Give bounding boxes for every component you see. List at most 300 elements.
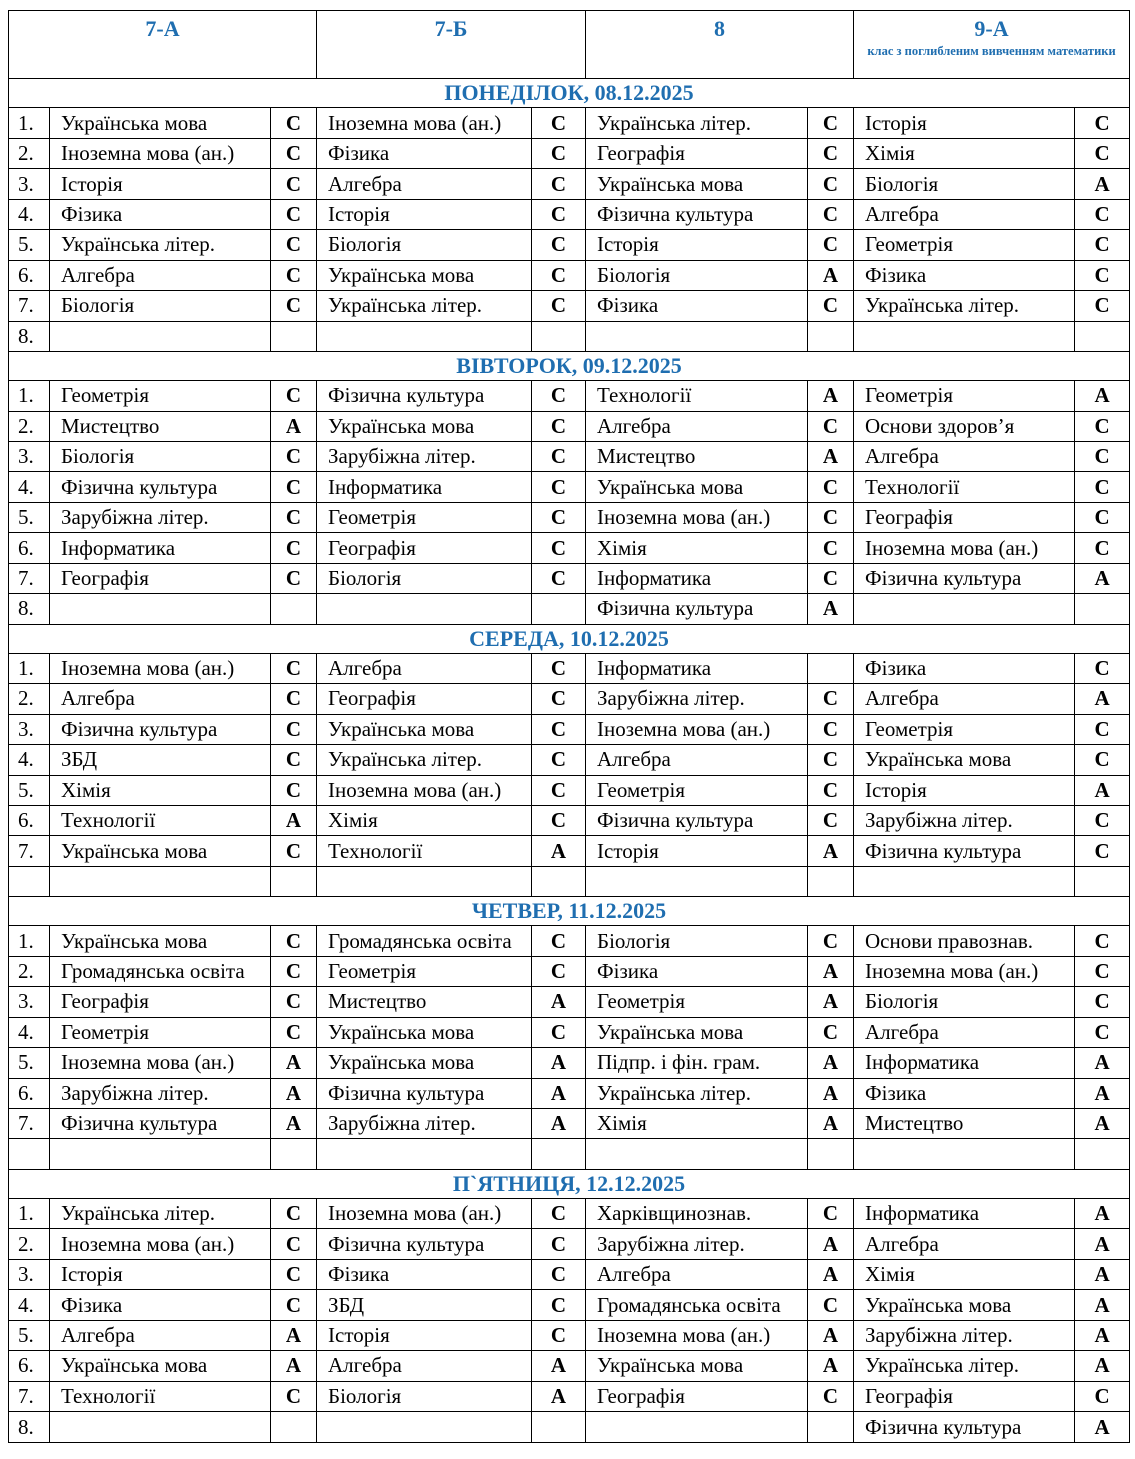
lesson-type-cell: С bbox=[271, 926, 317, 956]
lesson-number: 3. bbox=[9, 1259, 50, 1289]
subject-cell: Громадянська освіта bbox=[317, 926, 532, 956]
lesson-type-cell: А bbox=[1075, 1351, 1130, 1381]
lesson-type-cell bbox=[808, 653, 854, 683]
lesson-type-cell: А bbox=[1075, 1048, 1130, 1078]
lesson-number: 2. bbox=[9, 684, 50, 714]
subject-cell: Фізична культура bbox=[854, 836, 1075, 866]
subject-cell: Інформатика bbox=[854, 1048, 1075, 1078]
subject-cell: Інформатика bbox=[317, 472, 532, 502]
lesson-type-cell: А bbox=[808, 1048, 854, 1078]
lesson-type-cell: С bbox=[271, 745, 317, 775]
subject-cell: Геометрія bbox=[586, 775, 808, 805]
class-name: 7-Б bbox=[434, 16, 468, 41]
subject-cell bbox=[50, 1139, 271, 1169]
subject-cell: Геометрія bbox=[50, 381, 271, 411]
subject-cell: Українська літер. bbox=[50, 230, 271, 260]
lesson-type-cell: С bbox=[1075, 1381, 1130, 1411]
lesson-type-cell bbox=[808, 321, 854, 351]
day-header-row bbox=[9, 351, 1130, 380]
lesson-type-cell: С bbox=[1075, 836, 1130, 866]
lesson-number: 2. bbox=[9, 956, 50, 986]
lesson-row bbox=[9, 926, 1130, 956]
subject-cell: Біологія bbox=[317, 230, 532, 260]
lesson-type-cell: А bbox=[1075, 563, 1130, 593]
lesson-number: 4. bbox=[9, 1017, 50, 1047]
subject-cell: Українська мова bbox=[854, 745, 1075, 775]
class-subtitle: клас з поглибленим вивченням математики bbox=[867, 44, 1116, 58]
subject-cell: Українська мова bbox=[50, 108, 271, 138]
lesson-type-cell: С bbox=[1075, 805, 1130, 835]
subject-cell: Іноземна мова (ан.) bbox=[317, 775, 532, 805]
lesson-type-cell: С bbox=[271, 169, 317, 199]
lesson-type-cell: С bbox=[271, 987, 317, 1017]
lesson-type-cell: С bbox=[532, 199, 586, 229]
subject-cell: Історія bbox=[586, 836, 808, 866]
lesson-row bbox=[9, 684, 1130, 714]
subject-cell: Зарубіжна літер. bbox=[586, 1229, 808, 1259]
subject-cell: Українська літер. bbox=[317, 291, 532, 321]
subject-cell: Іноземна мова (ан.) bbox=[50, 653, 271, 683]
subject-cell bbox=[317, 866, 532, 896]
subject-cell: Іноземна мова (ан.) bbox=[50, 138, 271, 168]
lesson-type-cell: А bbox=[532, 1078, 586, 1108]
lesson-type-cell bbox=[808, 1412, 854, 1443]
lesson-type-cell: С bbox=[1075, 441, 1130, 471]
lesson-type-cell: А bbox=[1075, 1199, 1130, 1229]
subject-cell: Фізика bbox=[854, 1078, 1075, 1108]
class-name: 8 bbox=[714, 16, 726, 41]
subject-cell: Українська мова bbox=[317, 714, 532, 744]
subject-cell: Фізична культура bbox=[50, 472, 271, 502]
lesson-type-cell: А bbox=[808, 987, 854, 1017]
subject-cell: Іноземна мова (ан.) bbox=[50, 1048, 271, 1078]
subject-cell: Біологія bbox=[317, 563, 532, 593]
class-header bbox=[586, 11, 854, 79]
lesson-type-cell: С bbox=[271, 1199, 317, 1229]
subject-cell: Зарубіжна літер. bbox=[50, 502, 271, 532]
lesson-type-cell: А bbox=[808, 381, 854, 411]
subject-cell: Географія bbox=[586, 138, 808, 168]
subject-cell bbox=[50, 866, 271, 896]
lesson-type-cell: С bbox=[271, 775, 317, 805]
lesson-type-cell: С bbox=[808, 138, 854, 168]
lesson-row bbox=[9, 714, 1130, 744]
lesson-number: 3. bbox=[9, 714, 50, 744]
lesson-type-cell: А bbox=[1075, 1259, 1130, 1289]
subject-cell: Історія bbox=[317, 1320, 532, 1350]
subject-cell: Іноземна мова (ан.) bbox=[586, 502, 808, 532]
lesson-type-cell: А bbox=[271, 1351, 317, 1381]
lesson-row bbox=[9, 199, 1130, 229]
lesson-number: 5. bbox=[9, 1320, 50, 1350]
lesson-type-cell: С bbox=[271, 441, 317, 471]
lesson-type-cell: С bbox=[271, 108, 317, 138]
subject-cell: Фізика bbox=[586, 956, 808, 986]
subject-cell: Українська літер. bbox=[317, 745, 532, 775]
lesson-row bbox=[9, 411, 1130, 441]
subject-cell: Фізична культура bbox=[50, 714, 271, 744]
lesson-type-cell: С bbox=[271, 381, 317, 411]
lesson-type-cell: С bbox=[1075, 714, 1130, 744]
lesson-type-cell: С bbox=[532, 169, 586, 199]
lesson-type-cell: С bbox=[808, 169, 854, 199]
lesson-type-cell: С bbox=[808, 472, 854, 502]
subject-cell bbox=[854, 866, 1075, 896]
lesson-type-cell bbox=[1075, 321, 1130, 351]
subject-cell bbox=[586, 1412, 808, 1443]
subject-cell: Зарубіжна літер. bbox=[50, 1078, 271, 1108]
subject-cell: Хімія bbox=[50, 775, 271, 805]
subject-cell: Географія bbox=[854, 1381, 1075, 1411]
lesson-number: 3. bbox=[9, 987, 50, 1017]
lesson-type-cell: С bbox=[1075, 411, 1130, 441]
lesson-row bbox=[9, 563, 1130, 593]
lesson-type-cell bbox=[808, 866, 854, 896]
lesson-type-cell: С bbox=[808, 411, 854, 441]
lesson-number: 8. bbox=[9, 1412, 50, 1443]
lesson-type-cell: С bbox=[271, 714, 317, 744]
lesson-type-cell: С bbox=[808, 926, 854, 956]
class-name: 7-А bbox=[145, 16, 180, 41]
lesson-type-cell: С bbox=[271, 502, 317, 532]
subject-cell: Фізична культура bbox=[854, 1412, 1075, 1443]
lesson-number: 3. bbox=[9, 441, 50, 471]
subject-cell: Географія bbox=[50, 987, 271, 1017]
lesson-type-cell: С bbox=[808, 714, 854, 744]
lesson-type-cell: С bbox=[532, 714, 586, 744]
subject-cell: Алгебра bbox=[50, 1320, 271, 1350]
lesson-row bbox=[9, 1048, 1130, 1078]
lesson-type-cell: С bbox=[1075, 533, 1130, 563]
subject-cell: Історія bbox=[50, 1259, 271, 1289]
lesson-type-cell: С bbox=[1075, 1017, 1130, 1047]
lesson-type-cell: С bbox=[271, 1229, 317, 1259]
subject-cell: Алгебра bbox=[854, 1017, 1075, 1047]
subject-cell bbox=[317, 1139, 532, 1169]
lesson-type-cell: С bbox=[1075, 926, 1130, 956]
lesson-row bbox=[9, 230, 1130, 260]
lesson-number: 6. bbox=[9, 1078, 50, 1108]
lesson-row bbox=[9, 987, 1130, 1017]
subject-cell: Біологія bbox=[854, 987, 1075, 1017]
subject-cell: Українська літер. bbox=[586, 1078, 808, 1108]
lesson-type-cell: С bbox=[1075, 502, 1130, 532]
lesson-type-cell: С bbox=[1075, 745, 1130, 775]
lesson-type-cell: С bbox=[808, 1290, 854, 1320]
lesson-row bbox=[9, 775, 1130, 805]
lesson-type-cell: С bbox=[808, 1381, 854, 1411]
lesson-type-cell: А bbox=[271, 1048, 317, 1078]
class-header bbox=[9, 11, 317, 79]
subject-cell: Біологія bbox=[586, 926, 808, 956]
lesson-type-cell: С bbox=[1075, 291, 1130, 321]
lesson-type-cell: С bbox=[532, 745, 586, 775]
lesson-type-cell: С bbox=[532, 1290, 586, 1320]
lesson-type-cell: А bbox=[532, 836, 586, 866]
lesson-row bbox=[9, 805, 1130, 835]
subject-cell: Іноземна мова (ан.) bbox=[50, 1229, 271, 1259]
lesson-type-cell: С bbox=[532, 411, 586, 441]
lesson-row bbox=[9, 1199, 1130, 1229]
lesson-number: 1. bbox=[9, 381, 50, 411]
subject-cell: Зарубіжна літер. bbox=[317, 1109, 532, 1139]
subject-cell: Мистецтво bbox=[317, 987, 532, 1017]
lesson-row bbox=[9, 1320, 1130, 1350]
subject-cell: Біологія bbox=[317, 1381, 532, 1411]
lesson-type-cell: С bbox=[1075, 472, 1130, 502]
lesson-type-cell: С bbox=[808, 502, 854, 532]
subject-cell bbox=[50, 1412, 271, 1443]
lesson-number: 1. bbox=[9, 926, 50, 956]
subject-cell: Українська мова bbox=[50, 1351, 271, 1381]
subject-cell: Геометрія bbox=[854, 714, 1075, 744]
subject-cell: Хімія bbox=[317, 805, 532, 835]
subject-cell: Зарубіжна літер. bbox=[854, 1320, 1075, 1350]
lesson-row bbox=[9, 1381, 1130, 1411]
lesson-type-cell: А bbox=[271, 1109, 317, 1139]
subject-cell: Фізична культура bbox=[586, 594, 808, 624]
subject-cell: Біологія bbox=[50, 291, 271, 321]
lesson-type-cell: С bbox=[532, 805, 586, 835]
subject-cell bbox=[854, 594, 1075, 624]
lesson-type-cell: С bbox=[1075, 199, 1130, 229]
subject-cell: Харківщинознав. bbox=[586, 1199, 808, 1229]
subject-cell: Українська літер. bbox=[854, 1351, 1075, 1381]
lesson-type-cell: С bbox=[532, 291, 586, 321]
subject-cell: Географія bbox=[586, 1381, 808, 1411]
schedule-table bbox=[8, 10, 1130, 1443]
lesson-number: 5. bbox=[9, 230, 50, 260]
class-subtitle bbox=[586, 42, 853, 44]
lesson-number: 7. bbox=[9, 291, 50, 321]
subject-cell: Алгебра bbox=[317, 1351, 532, 1381]
lesson-type-cell: С bbox=[532, 926, 586, 956]
subject-cell: Географія bbox=[317, 684, 532, 714]
lesson-type-cell: С bbox=[532, 1259, 586, 1289]
subject-cell bbox=[854, 321, 1075, 351]
subject-cell: Зарубіжна літер. bbox=[317, 441, 532, 471]
lesson-type-cell: С bbox=[271, 1259, 317, 1289]
lesson-type-cell: С bbox=[271, 291, 317, 321]
subject-cell: Мистецтво bbox=[854, 1109, 1075, 1139]
subject-cell: Українська мова bbox=[854, 1290, 1075, 1320]
day-header-row bbox=[9, 79, 1130, 108]
lesson-number: 2. bbox=[9, 411, 50, 441]
lesson-number: 2. bbox=[9, 138, 50, 168]
lesson-row bbox=[9, 108, 1130, 138]
subject-cell: Алгебра bbox=[854, 199, 1075, 229]
subject-cell: Історія bbox=[50, 169, 271, 199]
lesson-type-cell bbox=[1075, 594, 1130, 624]
lesson-number: 7. bbox=[9, 1109, 50, 1139]
lesson-number: 5. bbox=[9, 1048, 50, 1078]
lesson-row bbox=[9, 745, 1130, 775]
lesson-type-cell: С bbox=[1075, 108, 1130, 138]
subject-cell: Алгебра bbox=[317, 169, 532, 199]
lesson-type-cell: С bbox=[271, 472, 317, 502]
lesson-type-cell: С bbox=[532, 230, 586, 260]
lesson-number: 4. bbox=[9, 199, 50, 229]
lesson-type-cell: С bbox=[271, 956, 317, 986]
lesson-type-cell: А bbox=[808, 836, 854, 866]
lesson-number: 7. bbox=[9, 836, 50, 866]
lesson-type-cell bbox=[1075, 866, 1130, 896]
subject-cell bbox=[586, 866, 808, 896]
subject-cell: Фізична культура bbox=[317, 1229, 532, 1259]
subject-cell: Українська мова bbox=[586, 1351, 808, 1381]
lesson-type-cell: С bbox=[808, 291, 854, 321]
lesson-type-cell bbox=[271, 1139, 317, 1169]
subject-cell bbox=[317, 1412, 532, 1443]
subject-cell: Геометрія bbox=[317, 956, 532, 986]
subject-cell: Українська мова bbox=[50, 926, 271, 956]
subject-cell: Історія bbox=[317, 199, 532, 229]
subject-cell bbox=[50, 594, 271, 624]
subject-cell: Фізична культура bbox=[317, 381, 532, 411]
day-title: ЧЕТВЕР, 11.12.2025 bbox=[9, 897, 1130, 926]
lesson-number: 5. bbox=[9, 775, 50, 805]
lesson-type-cell bbox=[808, 1139, 854, 1169]
subject-cell: Українська мова bbox=[586, 169, 808, 199]
lesson-type-cell: А bbox=[808, 441, 854, 471]
lesson-type-cell: С bbox=[808, 563, 854, 593]
subject-cell: Історія bbox=[854, 108, 1075, 138]
lesson-row bbox=[9, 472, 1130, 502]
lesson-type-cell: А bbox=[271, 1320, 317, 1350]
subject-cell bbox=[854, 1139, 1075, 1169]
lesson-type-cell: С bbox=[808, 108, 854, 138]
lesson-type-cell: А bbox=[532, 1381, 586, 1411]
lesson-type-cell: А bbox=[1075, 169, 1130, 199]
lesson-type-cell: С bbox=[808, 1017, 854, 1047]
lesson-type-cell: С bbox=[1075, 956, 1130, 986]
class-header-row bbox=[9, 11, 1130, 79]
subject-cell: Іноземна мова (ан.) bbox=[586, 1320, 808, 1350]
subject-cell: Біологія bbox=[854, 169, 1075, 199]
day-title: СЕРЕДА, 10.12.2025 bbox=[9, 624, 1130, 653]
subject-cell: Алгебра bbox=[586, 745, 808, 775]
lesson-row bbox=[9, 1109, 1130, 1139]
lesson-number: 8. bbox=[9, 321, 50, 351]
subject-cell bbox=[586, 1139, 808, 1169]
subject-cell: Технології bbox=[854, 472, 1075, 502]
lesson-number: 3. bbox=[9, 169, 50, 199]
lesson-type-cell bbox=[532, 1139, 586, 1169]
lesson-type-cell: А bbox=[1075, 684, 1130, 714]
subject-cell: Географія bbox=[854, 502, 1075, 532]
lesson-type-cell: А bbox=[1075, 1412, 1130, 1443]
lesson-number: 4. bbox=[9, 1290, 50, 1320]
subject-cell: Основи правознав. bbox=[854, 926, 1075, 956]
lesson-type-cell: С bbox=[808, 805, 854, 835]
lesson-type-cell: С bbox=[532, 956, 586, 986]
day-header-row bbox=[9, 1169, 1130, 1198]
lesson-type-cell: С bbox=[271, 230, 317, 260]
lesson-row bbox=[9, 1412, 1130, 1443]
subject-cell bbox=[317, 594, 532, 624]
lesson-type-cell: С bbox=[271, 533, 317, 563]
lesson-number: 1. bbox=[9, 653, 50, 683]
subject-cell: Геометрія bbox=[586, 987, 808, 1017]
subject-cell: Геометрія bbox=[854, 381, 1075, 411]
lesson-type-cell: С bbox=[808, 1199, 854, 1229]
lesson-type-cell bbox=[532, 594, 586, 624]
lesson-type-cell: С bbox=[532, 1229, 586, 1259]
lesson-type-cell: С bbox=[532, 563, 586, 593]
lesson-row bbox=[9, 1229, 1130, 1259]
subject-cell: Алгебра bbox=[586, 1259, 808, 1289]
subject-cell: Хімія bbox=[854, 138, 1075, 168]
subject-cell: Українська мова bbox=[586, 1017, 808, 1047]
lesson-type-cell: С bbox=[808, 745, 854, 775]
lesson-type-cell: С bbox=[532, 138, 586, 168]
lesson-row bbox=[9, 1139, 1130, 1169]
subject-cell: Мистецтво bbox=[50, 411, 271, 441]
subject-cell: Українська літер. bbox=[854, 291, 1075, 321]
day-header-row bbox=[9, 897, 1130, 926]
subject-cell: Інформатика bbox=[854, 1199, 1075, 1229]
subject-cell: Технології bbox=[50, 1381, 271, 1411]
lesson-row bbox=[9, 866, 1130, 896]
lesson-type-cell: С bbox=[532, 684, 586, 714]
subject-cell: Основи здоров’я bbox=[854, 411, 1075, 441]
lesson-type-cell: А bbox=[1075, 1229, 1130, 1259]
subject-cell: Хімія bbox=[586, 533, 808, 563]
lesson-type-cell: С bbox=[271, 684, 317, 714]
lesson-type-cell: С bbox=[808, 199, 854, 229]
subject-cell: Іноземна мова (ан.) bbox=[317, 108, 532, 138]
subject-cell: ЗБД bbox=[317, 1290, 532, 1320]
lesson-row bbox=[9, 260, 1130, 290]
lesson-number: 1. bbox=[9, 1199, 50, 1229]
lesson-type-cell: С bbox=[532, 653, 586, 683]
lesson-type-cell: С bbox=[532, 1017, 586, 1047]
lesson-type-cell: С bbox=[1075, 987, 1130, 1017]
subject-cell: Інформатика bbox=[586, 653, 808, 683]
subject-cell: Фізика bbox=[854, 653, 1075, 683]
lesson-type-cell: С bbox=[532, 533, 586, 563]
lesson-row bbox=[9, 321, 1130, 351]
lesson-type-cell: А bbox=[532, 1048, 586, 1078]
lesson-type-cell: С bbox=[532, 502, 586, 532]
subject-cell: Технології bbox=[586, 381, 808, 411]
lesson-row bbox=[9, 1290, 1130, 1320]
day-title: ВІВТОРОК, 09.12.2025 bbox=[9, 351, 1130, 380]
subject-cell: Алгебра bbox=[317, 653, 532, 683]
subject-cell: Фізика bbox=[50, 1290, 271, 1320]
lesson-row bbox=[9, 381, 1130, 411]
subject-cell: Зарубіжна літер. bbox=[586, 684, 808, 714]
lesson-row bbox=[9, 956, 1130, 986]
lesson-type-cell: А bbox=[808, 1229, 854, 1259]
subject-cell bbox=[50, 321, 271, 351]
lesson-type-cell: С bbox=[808, 775, 854, 805]
lesson-type-cell bbox=[271, 594, 317, 624]
subject-cell: Мистецтво bbox=[586, 441, 808, 471]
lesson-row bbox=[9, 1351, 1130, 1381]
class-header bbox=[317, 11, 586, 79]
subject-cell: Іноземна мова (ан.) bbox=[854, 956, 1075, 986]
lesson-type-cell: А bbox=[271, 411, 317, 441]
lesson-type-cell: С bbox=[532, 472, 586, 502]
lesson-type-cell: С bbox=[808, 533, 854, 563]
lesson-number: 4. bbox=[9, 745, 50, 775]
subject-cell: Хімія bbox=[854, 1259, 1075, 1289]
subject-cell: Українська літер. bbox=[50, 1199, 271, 1229]
lesson-type-cell: А bbox=[1075, 1320, 1130, 1350]
subject-cell: Фізична культура bbox=[50, 1109, 271, 1139]
lesson-type-cell bbox=[271, 321, 317, 351]
